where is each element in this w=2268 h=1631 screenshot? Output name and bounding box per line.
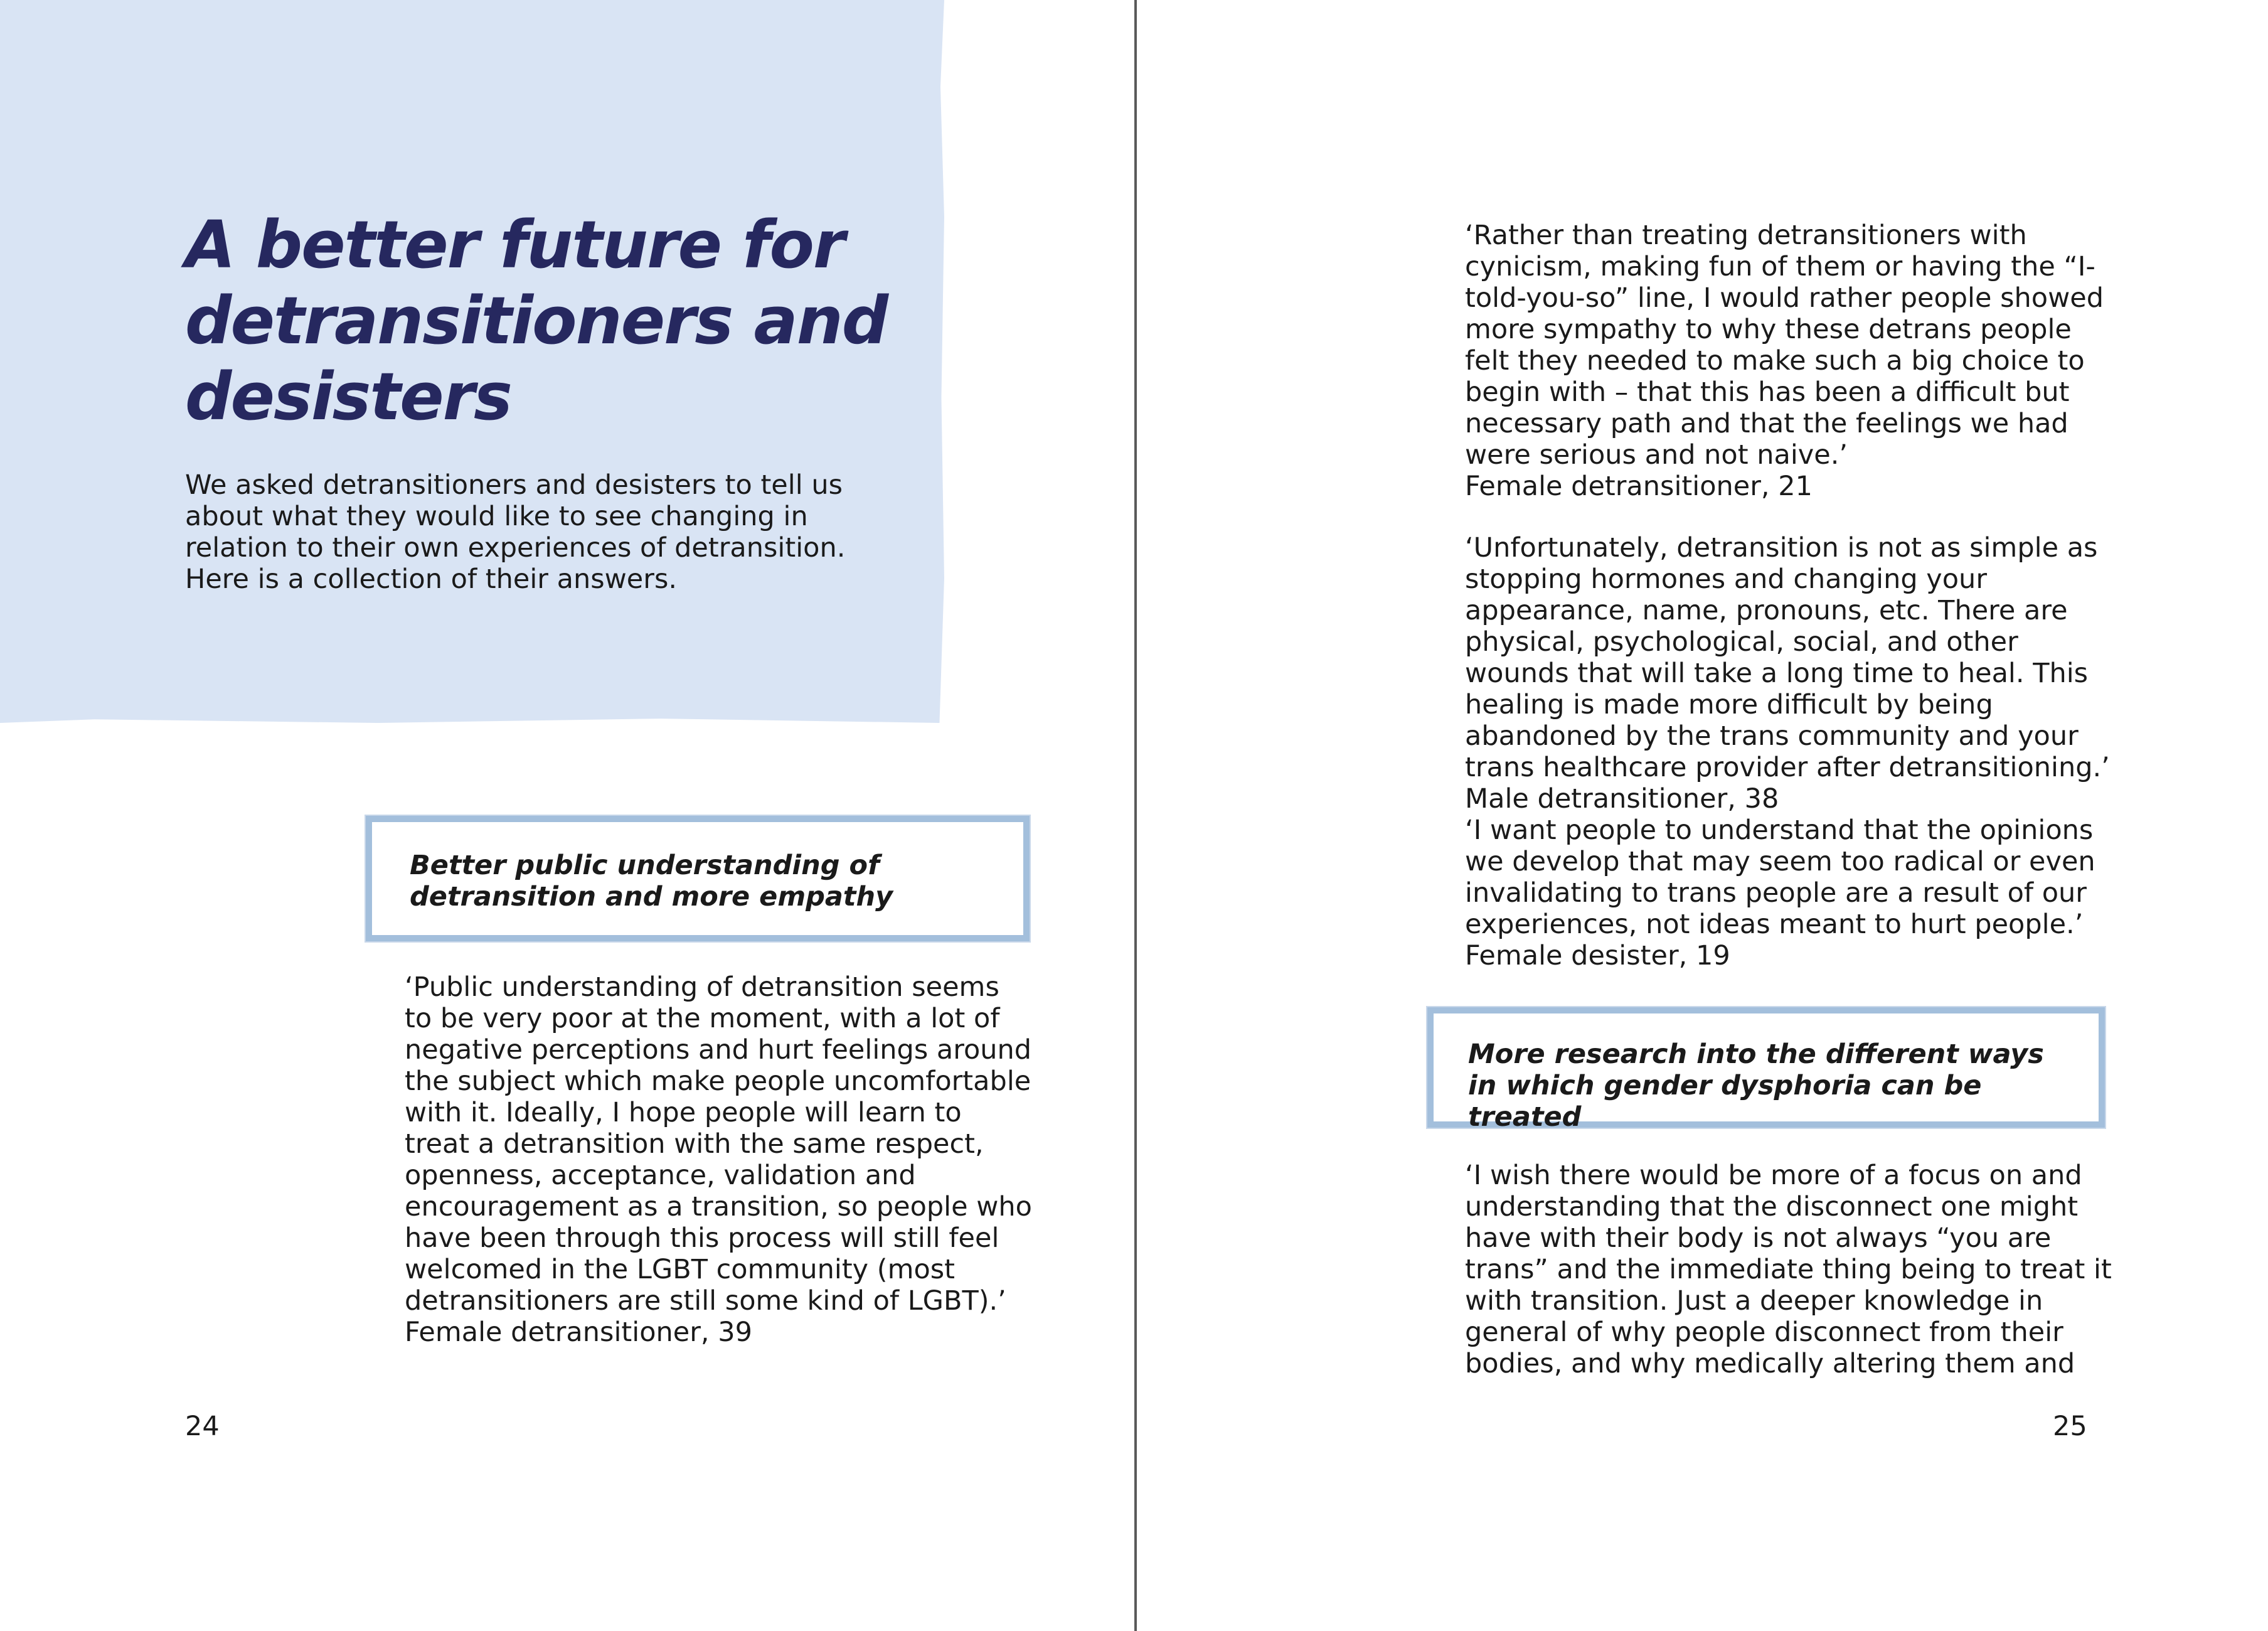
quote-block [1465, 815, 2117, 971]
quote-paragraph: ‘I wish there would be more of a focus on and understanding that the disconnect one might have with their body is not always “you are trans” and the immediate thing being to treat it with transition. Just a deeper knowledge in general of why people disconnect from their bodies, and why medically altering them and [1465, 1160, 2112, 1379]
quote-attribution: Female desister, 19 [1465, 940, 1730, 971]
quote-attribution: Female detransitioner, 21 [1465, 471, 1813, 502]
page-title: A better future for detransitioners and desisters [185, 206, 888, 435]
intro-paragraph: We asked detransitioners and desisters to tell us about what they would like to see changing in relation to their own experiences of detransition. Here is a collection of their answers. [185, 469, 846, 595]
section-heading: More research into the different ways in which gender dysphoria can be treated [1468, 1039, 2044, 1133]
section-heading-box-research [1427, 1007, 2105, 1133]
quote-paragraph: ‘Public understanding of detransition seems to be very poor at the moment, with a lot of negative perceptions and hurt feelings around the subject which make people uncomfortable with it. Ideally, I hope people will learn to treat a detransition with the same respect, openness, acceptance, validation and encouragement as a transition, so people who have been through this process will still feel welcomed in the LGBT community (most detransitioners are still some kind of LGBT).’ Female detransitioner, 39 [405, 971, 1032, 1348]
quote-block [1465, 220, 2117, 502]
page-number: 25 [2053, 1411, 2087, 1442]
quote-paragraph: ‘Rather than treating detransitioners with cynicism, making fun of them or having the “I-told-you-so” line, I would rather people showed more sympathy to why these detrans people felt they needed to make such a big choice to begin with – that this has been a difficult but necessary path and that the feelings we had were serious and not naive.’ [1465, 220, 2104, 471]
section-heading: Better public understanding of detransition and more empathy [410, 850, 893, 912]
quote-paragraph: ‘Unfortunately, detransition is not as simple as stopping hormones and changing your appearance, name, pronouns, etc. There are physical, psychological, social, and other wounds that will take a long time to heal. This healing is made more difficult by being abandoned by the trans community and your trans healthcare provider after detransitioning.’ Male detransitioner, 38 [1465, 532, 2110, 815]
page-number: 24 [185, 1411, 220, 1442]
quote-paragraph: ‘I want people to understand that the opinions we develop that may seem too radical or even invalidating to trans people are a result of our experiences, not ideas meant to hurt people.’ [1465, 815, 2095, 940]
